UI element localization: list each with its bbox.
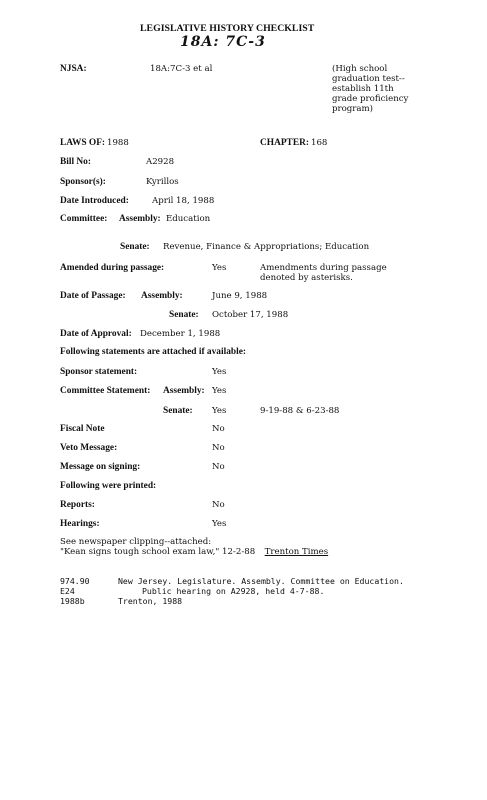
hearings-value: Yes: [212, 519, 227, 529]
chapter-label: CHAPTER:: [260, 138, 309, 148]
njsa-value: 18A:7C-3 et al: [150, 64, 213, 74]
clipping-line: [60, 547, 328, 558]
passage-assembly-label: Assembly:: [141, 291, 183, 301]
sponsor-statement-label: Sponsor statement:: [60, 367, 138, 377]
sponsor-value: Kyrillos: [146, 177, 179, 187]
njsa-note-line: grade proficiency: [332, 94, 409, 104]
amended-value: Yes: [212, 263, 227, 273]
committee-statement-assembly-label: Assembly:: [163, 386, 205, 396]
passage-senate-value: October 17, 1988: [212, 310, 289, 320]
amended-label: Amended during passage:: [60, 263, 165, 273]
bill-value: A2928: [146, 157, 175, 167]
njsa-note-line: graduation test--: [332, 74, 405, 84]
laws-of-value: 1988: [107, 138, 129, 148]
catalog-entry-line: Trenton, 1988: [118, 596, 183, 606]
catalog-entry-line: New Jersey. Legislature. Assembly. Committee on Education.: [118, 576, 404, 586]
date-introduced-value: April 18, 1988: [152, 196, 215, 206]
committee-senate-value: Revenue, Finance & Appropriations; Education: [163, 242, 370, 252]
committee-statement-senate-value: Yes: [212, 406, 227, 416]
committee-statement-assembly-value: Yes: [212, 386, 227, 396]
laws-of-label: LAWS OF:: [60, 138, 106, 148]
fiscal-note-value: No: [212, 424, 225, 434]
clipping-line: See newspaper clipping--attached:: [60, 537, 212, 547]
date-of-approval-label: Date of Approval:: [60, 329, 132, 339]
fiscal-note-label: Fiscal Note: [60, 424, 105, 434]
catalog-call-number: E24: [60, 586, 75, 596]
njsa-note-line: (High school: [332, 64, 388, 74]
reports-label: Reports:: [60, 500, 95, 510]
njsa-note-line: establish 11th: [332, 84, 394, 94]
njsa-label: NJSA:: [60, 64, 87, 74]
bill-label: Bill No:: [60, 157, 91, 167]
handwritten-citation: 18A: 7C-3: [180, 34, 266, 50]
page-title: LEGISLATIVE HISTORY CHECKLIST: [140, 23, 315, 34]
clipping-source: Trenton Times: [264, 547, 329, 557]
date-of-approval-value: December 1, 1988: [140, 329, 221, 339]
message-signing-value: No: [212, 462, 225, 472]
sponsor-label: Sponsor(s):: [60, 177, 106, 187]
date-introduced-label: Date Introduced:: [60, 196, 129, 206]
committee-senate-label: Senate:: [120, 242, 150, 252]
clipping-headline: "Kean signs tough school exam law," 12-2-88: [60, 547, 256, 557]
passage-senate-label: Senate:: [169, 310, 199, 320]
veto-message-value: No: [212, 443, 225, 453]
committee-label: Committee:: [60, 214, 108, 224]
catalog-call-number: 974.90: [60, 576, 90, 586]
committee-statement-senate-label: Senate:: [163, 406, 193, 416]
hearings-label: Hearings:: [60, 519, 100, 529]
amended-note-line: denoted by asterisks.: [260, 273, 353, 283]
veto-message-label: Veto Message:: [60, 443, 118, 453]
reports-value: No: [212, 500, 225, 510]
chapter-value: 168: [311, 138, 328, 148]
sponsor-statement-value: Yes: [212, 367, 227, 377]
date-of-passage-label: Date of Passage:: [60, 291, 126, 301]
committee-assembly-value: Education: [166, 214, 211, 224]
njsa-note-line: program): [332, 104, 374, 114]
committee-statement-senate-dates: 9-19-88 & 6-23-88: [260, 406, 340, 416]
committee-assembly-label: Assembly:: [119, 214, 161, 224]
catalog-call-number: 1988b: [60, 596, 85, 606]
amended-note-line: Amendments during passage: [260, 263, 387, 273]
message-signing-label: Message on signing:: [60, 462, 141, 472]
committee-statement-label: Committee Statement:: [60, 386, 151, 396]
passage-assembly-value: June 9, 1988: [212, 291, 268, 301]
statements-heading: Following statements are attached if available:: [60, 347, 246, 357]
printed-heading: Following were printed:: [60, 481, 157, 491]
catalog-entry-line: Public hearing on A2928, held 4-7-88.: [142, 586, 325, 596]
